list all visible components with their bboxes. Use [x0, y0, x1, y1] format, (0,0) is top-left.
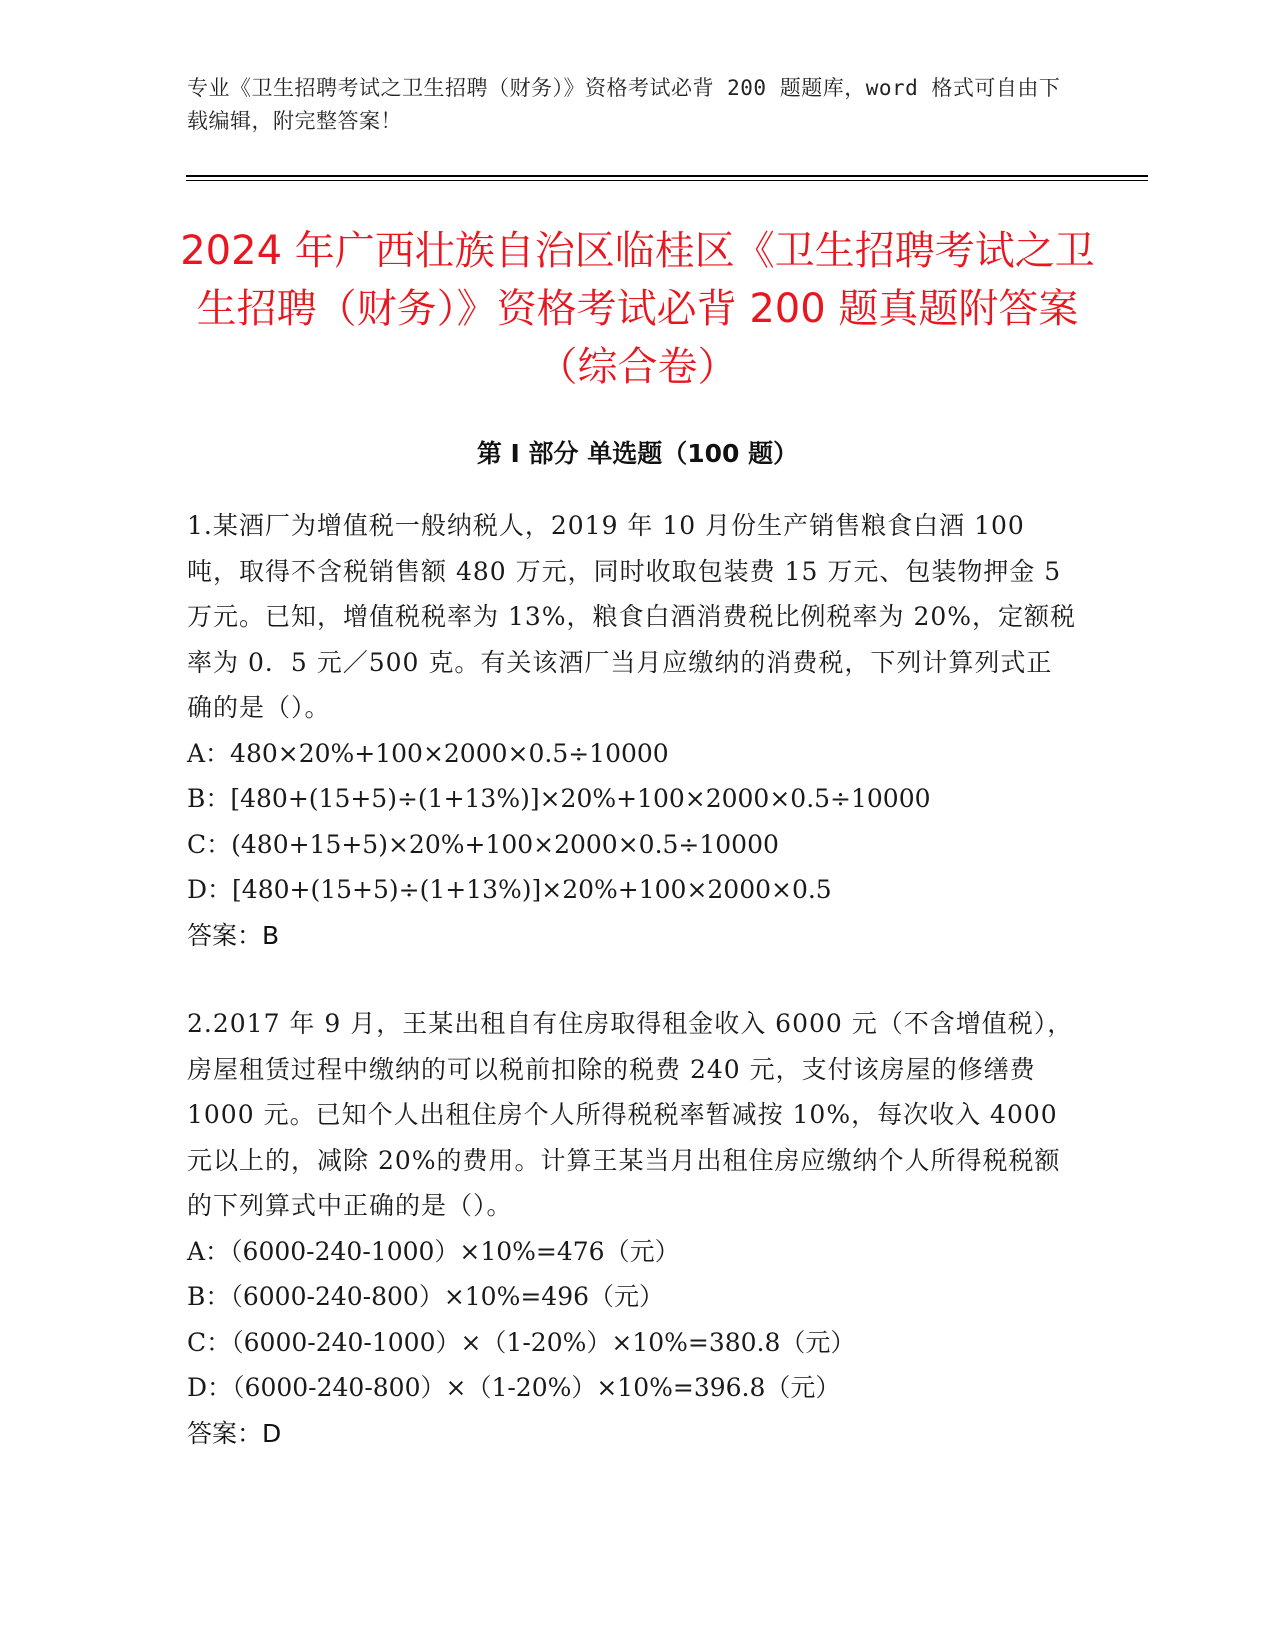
header-rule-thick	[186, 175, 1148, 177]
option-a: A：（6000-240-1000）×10%=476（元）	[187, 1236, 680, 1266]
option-c: C：(480+15+5)×20%+100×2000×0.5÷10000	[187, 829, 779, 859]
answer: 答案：B	[187, 920, 280, 950]
question-stem: 2.2017 年 9 月，王某出租自有住房取得租金收入 6000 元（不含增值税），房屋租赁过程中缴纳的可以税前扣除的税费 240 元，支付该房屋的修缮费 1000 元。已知个人出租住房个人所得税税率暂减按 10%，每次收入 4000 元以上的，减除 20%的费用。计算王某当月出租住房应缴纳个人所得税税额的下列算式中正确的是（）。	[187, 1009, 1074, 1220]
answer: 答案：D	[187, 1418, 282, 1448]
question-2	[187, 1001, 1077, 1456]
option-b: B：（6000-240-800）×10%=496（元）	[187, 1282, 665, 1311]
question-1	[187, 503, 1077, 958]
option-b: B：[480+(15+5)÷(1+13%)]×20%+100×2000×0.5÷10000	[187, 784, 931, 813]
header-note: 专业《卫生招聘考试之卫生招聘（财务）》资格考试必背 200 题题库，word 格式可自由下载编辑，附完整答案！	[187, 76, 1061, 133]
option-a: A：480×20%+100×2000×0.5÷10000	[187, 738, 669, 768]
option-d: D：（6000-240-800）×（1-20%）×10%=396.8（元）	[187, 1373, 841, 1402]
document-title: 2024 年广西壮族自治区临桂区《卫生招聘考试之卫生招聘（财务）》资格考试必背 200 题真题附答案（综合卷）	[180, 228, 1095, 390]
question-stem: 1.某酒厂为增值税一般纳税人，2019 年 10 月份生产销售粮食白酒 100 吨，取得不含税销售额 480 万元，同时收取包装费 15 万元、包装物押金 5 万元。已知，增值税税率为 13%，粮食白酒消费税比例税率为 20%，定额税率为 0．5 元／500 克。有关该酒厂当月应缴纳的消费税，下列计算列式正确的是（）。	[187, 511, 1077, 722]
option-d: D：[480+(15+5)÷(1+13%)]×20%+100×2000×0.5	[187, 875, 832, 904]
section-heading: 第 I 部分 单选题（100 题）	[476, 439, 799, 468]
option-c: C：（6000-240-1000）×（1-20%）×10%=380.8（元）	[187, 1327, 856, 1357]
header-rule-thin	[186, 180, 1148, 181]
